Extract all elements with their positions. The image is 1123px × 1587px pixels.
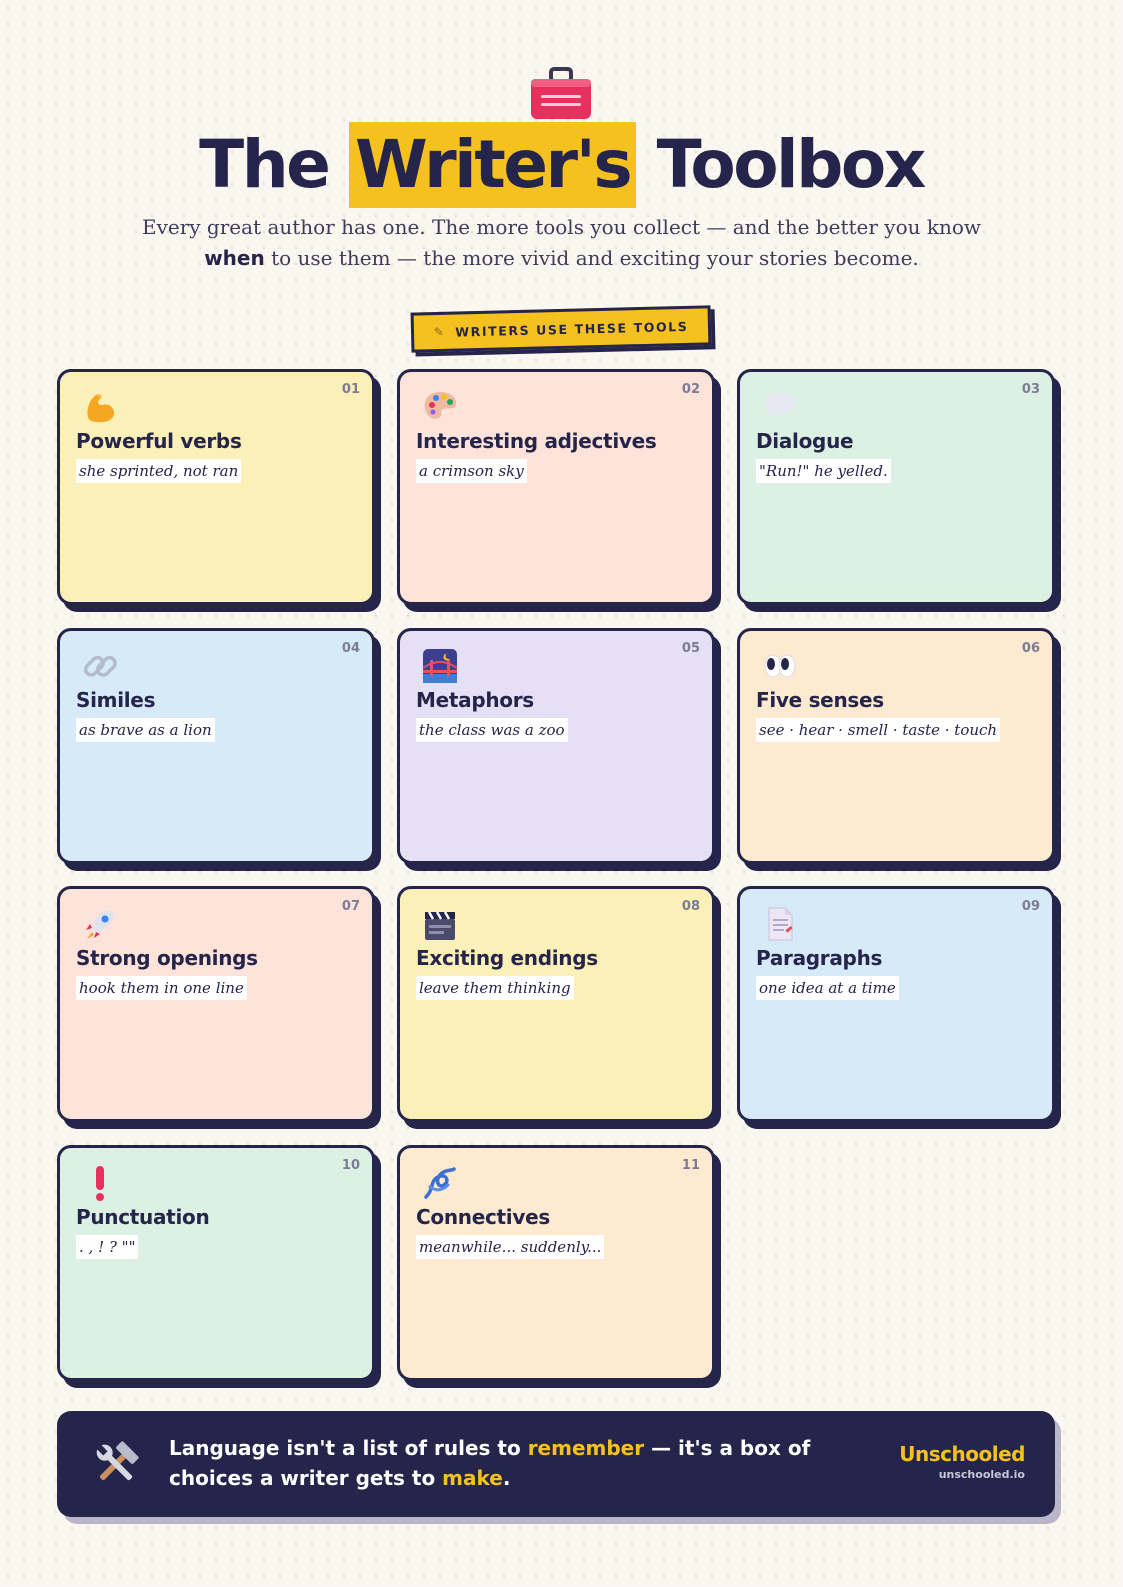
speech-bubble-icon (760, 387, 800, 427)
bridge-at-night-icon (420, 646, 460, 686)
tool-card-04 (57, 628, 375, 864)
card-example: meanwhile... suddenly... (416, 1235, 604, 1259)
tool-card-03 (737, 369, 1055, 605)
card-number: 03 (1021, 382, 1040, 397)
card-example: one idea at a time (756, 976, 899, 1000)
card-example: . , ! ? "" (76, 1235, 138, 1259)
title-pre: The (199, 126, 329, 203)
brand (899, 1442, 1025, 1481)
footer-quote (169, 1433, 869, 1493)
quote-part2: — it's a box of choices a writer gets to (169, 1436, 811, 1490)
tool-card-11 (397, 1145, 715, 1381)
toolbox-icon (529, 67, 593, 123)
link-icon (80, 646, 120, 686)
tool-card-01 (57, 369, 375, 605)
pencil-icon: ✎ (433, 324, 446, 340)
rocket-icon (80, 904, 120, 944)
card-example: she sprinted, not ran (76, 459, 241, 483)
card-number: 07 (341, 899, 360, 914)
tool-card-09 (737, 886, 1055, 1122)
card-example: see · hear · smell · taste · touch (756, 718, 1000, 742)
quote-highlight-remember: remember (527, 1436, 645, 1460)
card-example: "Run!" he yelled. (756, 459, 891, 483)
card-title: Exciting endings (416, 946, 598, 970)
hammer-and-wrench-icon (89, 1437, 143, 1491)
card-example: a crimson sky (416, 459, 527, 483)
brand-url: unschooled.io (938, 1468, 1025, 1481)
card-number: 05 (681, 641, 700, 656)
subtitle-part2: to use them — the more vivid and exciting your stories become. (271, 246, 919, 270)
subtitle-part1: Every great author has one. The more tools you collect — and the better you know (141, 215, 982, 239)
tool-card-02 (397, 369, 715, 605)
card-example: hook them in one line (76, 976, 247, 1000)
tool-card-05 (397, 628, 715, 864)
eyes-icon (760, 646, 800, 686)
card-number: 04 (341, 641, 360, 656)
card-title: Interesting adjectives (416, 429, 657, 453)
card-title: Dialogue (756, 429, 854, 453)
clapper-board-icon (420, 904, 460, 944)
brand-name: Unschooled (899, 1442, 1025, 1466)
subtitle (110, 212, 1013, 274)
card-number: 06 (1021, 641, 1040, 656)
card-title: Metaphors (416, 688, 534, 712)
card-title: Strong openings (76, 946, 258, 970)
quote-highlight-make: make (442, 1466, 503, 1490)
quote-end: . (502, 1466, 511, 1490)
footer-banner (57, 1411, 1055, 1517)
banner-label: WRITERS USE THESE TOOLS (455, 318, 689, 340)
tool-card-08 (397, 886, 715, 1122)
card-title: Paragraphs (756, 946, 883, 970)
tool-card-10 (57, 1145, 375, 1381)
artist-palette-icon (420, 387, 460, 427)
card-title: Punctuation (76, 1205, 210, 1229)
tool-card-06 (737, 628, 1055, 864)
card-number: 10 (341, 1158, 360, 1173)
card-example: the class was a zoo (416, 718, 568, 742)
card-number: 08 (681, 899, 700, 914)
document-icon (760, 904, 800, 944)
title-post: Toolbox (656, 126, 924, 203)
card-title: Connectives (416, 1205, 550, 1229)
card-number: 02 (681, 382, 700, 397)
quote-part1: Language isn't a list of rules to (169, 1436, 521, 1460)
card-title: Powerful verbs (76, 429, 242, 453)
page-title (0, 122, 1123, 208)
tool-card-07 (57, 886, 375, 1122)
card-example: as brave as a lion (76, 718, 215, 742)
flexed-biceps-icon (80, 387, 120, 427)
card-title: Similes (76, 688, 156, 712)
card-example: leave them thinking (416, 976, 574, 1000)
card-title: Five senses (756, 688, 884, 712)
tools-banner (411, 305, 712, 352)
subtitle-emphasis: when (204, 246, 265, 270)
title-highlight: Writer's (349, 122, 636, 208)
exclamation-mark-icon (80, 1163, 120, 1203)
card-number: 11 (681, 1158, 700, 1173)
card-number: 09 (1021, 899, 1040, 914)
knot-icon (420, 1163, 460, 1203)
card-number: 01 (341, 382, 360, 397)
